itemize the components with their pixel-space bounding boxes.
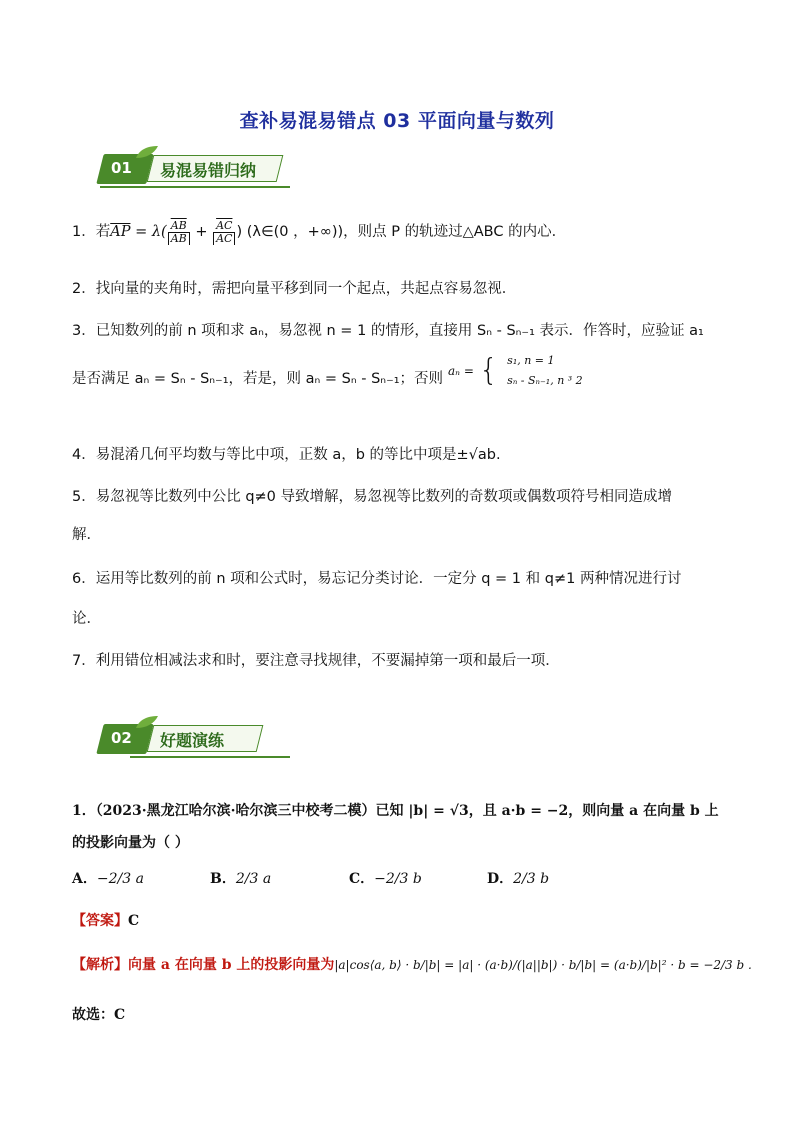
item-3-line-1: 3．已知数列的前 n 项和求 aₙ，易忽视 n = 1 的情形，直接用 Sₙ - Sₙ₋₁ 表示．作答时，应验证 a₁ <box>72 323 704 339</box>
option-d: D．2/3 b <box>487 871 550 887</box>
piecewise-formula: aₙ = { s₁, n = 1 sₙ - Sₙ₋₁, n ³ 2 <box>448 353 583 388</box>
banner-underline <box>100 186 290 188</box>
analysis: 【解析】向量 a 在向量 b 上的投影向量为|a|cos⟨a, b⟩ · b/|b| = |a| · (a·b)/(|a||b|) · b/|b| = (a·b)/|b|² · b = −2/3 b . <box>72 957 752 973</box>
item-6-line-2: 论． <box>72 611 101 627</box>
section-number: 01 <box>111 159 132 177</box>
item-5-line-1: 5．易忽视等比数列中公比 q≠0 导致增解，易忽视等比数列的奇数项或偶数项符号相同造成增 <box>72 489 673 505</box>
item-6-line-1: 6．运用等比数列的前 n 项和公式时，易忘记分类讨论．一定分 q = 1 和 q≠1 两种情况进行讨 <box>72 571 682 587</box>
option-a: A．−2/3 a <box>72 871 144 887</box>
page-title: 查补易混易错点 03 平面向量与数列 <box>239 110 555 132</box>
item-7: 7．利用错位相减法求和时，要注意寻找规律，不要漏掉第一项和最后一项． <box>72 653 560 669</box>
fraction-ac: $\frac{\overline{AC}}{AC}$ <box>213 220 235 245</box>
section-banner-2 <box>100 720 290 756</box>
section-label: 好题演练 <box>160 731 225 750</box>
banner-underline <box>130 756 290 758</box>
question-line-1: 1．（2023·黑龙江哈尔滨·哈尔滨三中校考二模）已知 |b| = √3，且 a·b = −2，则向量 a 在向量 b 上 <box>72 803 719 819</box>
option-c: C．−2/3 b <box>349 871 422 887</box>
option-b: B．2/3 a <box>210 871 272 887</box>
item-5-line-2: 解． <box>72 527 101 543</box>
answer: 【答案】C <box>72 913 140 929</box>
item-2: 2．找向量的夹角时，需把向量平移到同一个起点，共起点容易忽视． <box>72 281 517 297</box>
fraction-ab: $\frac{\overline{AB}}{AB}$ <box>168 220 190 245</box>
section-number: 02 <box>111 729 132 747</box>
section-banner-1 <box>100 150 290 186</box>
item-4: 4．易混淆几何平均数与等比中项，正数 a，b 的等比中项是±√ab. <box>72 447 501 463</box>
item-1: 1．若$\overline{AP} = \lambda$( $\frac{\overline{AB}}{AB}$ + $\frac{\overline{AC}}{AC}$ ) (λ∈(0 ，+∞))，则点 P 的轨迹过△ABC 的内心． <box>72 218 567 245</box>
question-line-2: 的投影向量为（ ） <box>72 835 189 851</box>
final-answer: 故选：C <box>72 1007 126 1023</box>
section-label: 易混易错归纳 <box>160 161 257 180</box>
item-3-line-2: 是否满足 aₙ = Sₙ - Sₙ₋₁，若是，则 aₙ = Sₙ - Sₙ₋₁；否则 <box>72 371 444 387</box>
